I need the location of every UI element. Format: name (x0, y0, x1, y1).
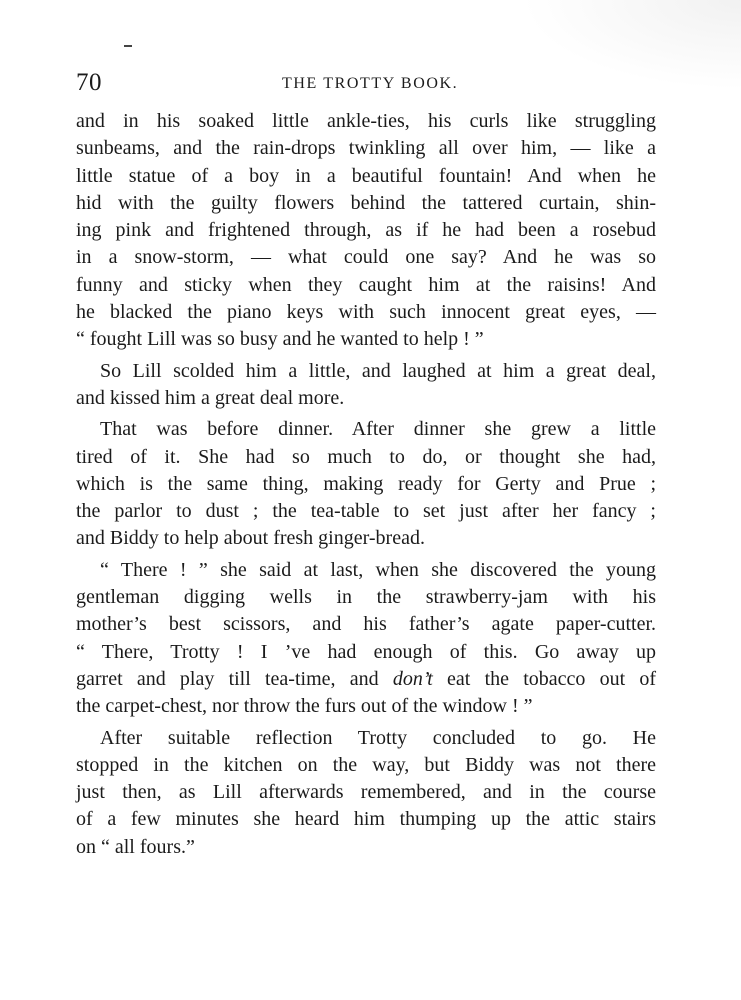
text-line: After suitable reflection Trotty concluded to go. He (100, 726, 656, 749)
text-line: of a few minutes she heard him thumping up the attic stairs (76, 808, 656, 831)
text-line: the carpet-chest, nor throw the furs out of the window ! ” (76, 695, 533, 718)
text-line: gentleman digging wells in the strawberry-jam with his (76, 586, 656, 609)
page-number: 70 (76, 69, 102, 96)
text-run: garret and play till tea-time, and (76, 667, 379, 690)
text-line: just then, as Lill afterwards remembered, and in the course (76, 781, 656, 804)
text-line: “ There, Trotty ! I ’ve had enough of this. Go away up (76, 640, 656, 663)
text-line: mother’s best scissors, and his father’s agate paper-cutter. (76, 613, 656, 636)
text-line: on “ all fours.” (76, 835, 195, 858)
text-line: “ fought Lill was so busy and he wanted to help ! ” (76, 328, 484, 351)
text-line: stopped in the kitchen on the way, but Biddy was not there (76, 753, 656, 776)
text-line: in a snow-storm, — what could one say? And he was so (76, 246, 656, 269)
text-line: hid with the guilty flowers behind the tattered curtain, shin- (76, 191, 656, 214)
text-line (76, 666, 656, 693)
running-head (0, 68, 741, 98)
text-line: and Biddy to help about fresh ginger-bread. (76, 527, 425, 550)
text-line: tired of it. She had so much to do, or thought she had, (76, 445, 656, 468)
print-mark (124, 45, 132, 47)
text-line: and kissed him a great deal more. (76, 386, 345, 409)
text-line: which is the same thing, making ready for Gerty and Prue ; (76, 472, 656, 495)
text-line: and in his soaked little ankle-ties, his curls like struggling (76, 110, 656, 132)
text-line: sunbeams, and the rain-drops twinkling all over him, — like a (76, 137, 656, 160)
text-line: “ There ! ” she said at last, when she discovered the young (100, 558, 656, 581)
body-text (76, 108, 656, 861)
text-run: eat the tobacco out of (447, 667, 657, 690)
emphasis-text: don’t (392, 667, 433, 690)
running-title: THE TROTTY BOOK. (282, 75, 459, 92)
text-line: the parlor to dust ; the tea-table to set just after her fancy ; (76, 500, 656, 523)
text-line: he blacked the piano keys with such innocent great eyes, — (76, 301, 656, 324)
text-line: ing pink and frightened through, as if he had been a rosebud (76, 219, 656, 242)
text-line: little statue of a boy in a beautiful fountain! And when he (76, 164, 656, 187)
text-line: That was before dinner. After dinner she grew a little (100, 418, 656, 441)
text-line: funny and sticky when they caught him at the raisins! And (76, 273, 656, 296)
text-line: So Lill scolded him a little, and laughed at him a great deal, (100, 359, 656, 382)
